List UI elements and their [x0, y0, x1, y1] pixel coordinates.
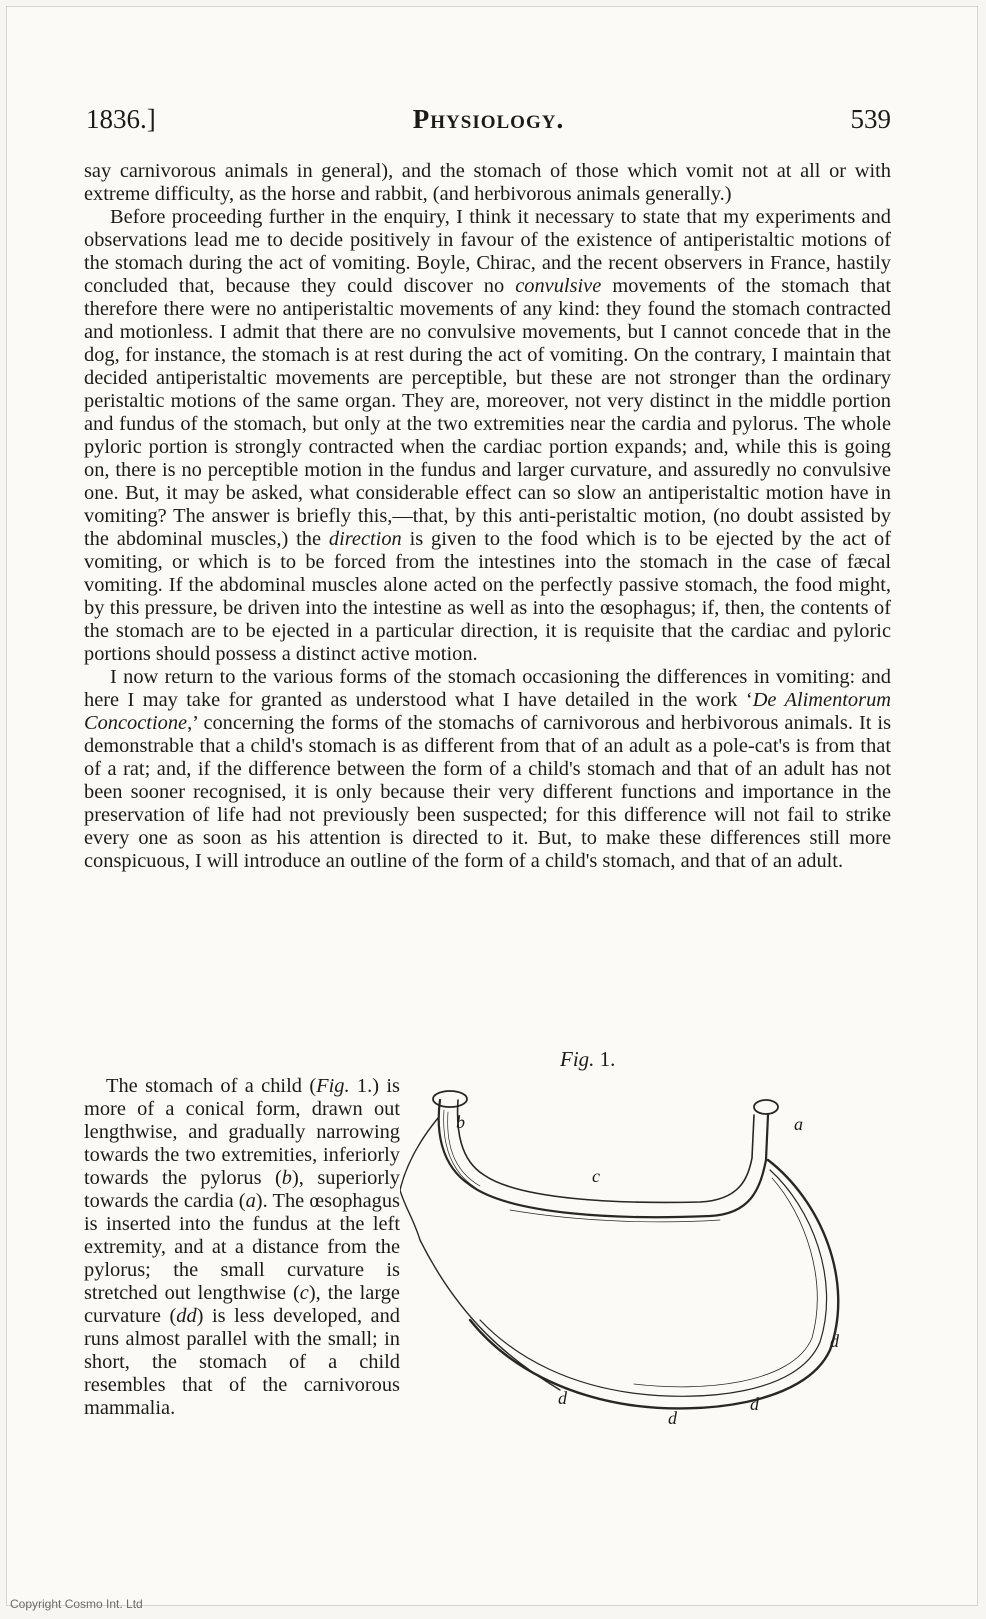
- header-year: 1836.]: [86, 104, 156, 134]
- figure-caption-prefix: Fig.: [560, 1047, 595, 1071]
- text-run: say carnivorous animals in general), and the stomach of those which vomit not at all or with extreme difficulty, as the horse and rabbit, (and herbivorous animals generally.): [84, 160, 891, 205]
- copyright-notice: Copyright Cosmo Int. Ltd: [10, 1597, 143, 1611]
- text-run: is given to the food which is to be ejected by the act of vomiting, or which is to be forced from the intestines into the stomach in the case of fæcal vomiting. If the abdominal muscles alone acted on the perfectly passive stomach, the food might, by this pressure, be driven into the intestine as well as into the œsophagus; if, then, the contents of the stomach are to be ejected in a particular direction, it is requisite that the cardiac and pyloric portions should possess a distinct active motion.: [84, 528, 891, 665]
- marker-c: c: [592, 1166, 600, 1186]
- stomach-large-curvature-inner: [480, 1170, 827, 1396]
- text-run: ,’ concerning the forms of the stomachs of carnivorous and herbivorous animals. It is demonstrable that a child's stomach is as different from that of an adult as a pole-cat's is from that of a rat; and, if the difference between the form of a child's stomach and that of an adult has not been sooner recognised, it is only because their very different functions and importance in the preservation of life had not previously been suspected; for this difference will not fail to strike every one as soon as his attention is directed to it. But, to make these differences still more conspicuous, I will introduce an outline of the form of a child's stomach, and that of an adult.: [84, 712, 891, 872]
- text-run: I now return to the various forms of the stomach occasioning the differences in vomiting: and here I may take for granted as understood what I have detailed in the work ‘: [84, 666, 891, 711]
- text-run: ). The œsophagus is inserted into the fundus at the left extremity, and at a distance from the pylorus; the small curvature is stretched out lengthwise (: [84, 1190, 400, 1304]
- text-run: The stomach of a child (: [106, 1075, 317, 1097]
- text-run: movements of the stomach that therefore there were no antiperistaltic movements of any kind: they found the stomach contracted and motionless. I admit that there are no convulsive movements, but I cannot concede that in the dog, for instance, the stomach is at rest during the act of vomiting. On the contrary, I maintain that decided antiperistaltic movements are perceptible, but these are not stronger than the ordinary peristaltic motions of the same organ. They are, moreover, not very distinct in the middle portion and fundus of the stomach, but only at the two extremities near the cardia and pylorus. The whole pyloric portion is strongly contracted when the cardiac portion expands; and, while this is going on, there is no perceptible motion in the fundus and larger curvature, and assuredly no convulsive one. But, it may be asked, what considerable effect can so slow an antiperistaltic motion have in vomiting? The answer is briefly this,—that, by this anti-peristaltic motion, (no doubt assisted by the abdominal muscles,) the: [84, 275, 891, 550]
- italic-text: direction: [328, 528, 402, 550]
- italic-text: a: [245, 1190, 256, 1212]
- stomach-large-curvature: [470, 1160, 838, 1408]
- marker-d-bottom: d: [668, 1408, 677, 1428]
- page-number: 539: [850, 104, 891, 134]
- figure-brace: [400, 1118, 560, 1390]
- paragraph: [84, 160, 891, 206]
- text-run: ) is less developed, and runs almost parallel with the small; in short, the stomach of a child resembles that of the carnivorous mammalia.: [84, 1305, 400, 1419]
- paragraph: [84, 666, 891, 873]
- body-text: [84, 160, 891, 873]
- paragraph: [84, 206, 891, 666]
- figure-caption: [560, 1047, 615, 1072]
- stomach-outline-upper-inner: [458, 1100, 754, 1202]
- italic-text: c: [299, 1282, 309, 1304]
- text-run: 1.) is more of a conical form, drawn out lengthwise, and gradually narrowing towards the two extremities, inferiorly towards the pylorus (: [84, 1075, 400, 1189]
- text-run: Before proceeding further in the enquiry, I think it necessary to state that my experiments and observations lead me to decide positively in favour of the existence of antiperistaltic motions of the stomach during the act of vomiting. Boyle, Chirac, and the recent observers in France, hastily concluded that, because they could discover no: [84, 206, 891, 297]
- text-run: ), the large curvature (: [84, 1282, 400, 1327]
- marker-d-right: d: [830, 1331, 839, 1351]
- stomach-figure: [400, 1070, 900, 1450]
- italic-text: b: [281, 1167, 292, 1189]
- text-run: ), superiorly towards the cardia (: [84, 1167, 400, 1212]
- marker-d-left: d: [558, 1388, 567, 1408]
- cardia-opening: [754, 1100, 778, 1114]
- figure-caption-number: 1.: [599, 1047, 616, 1071]
- italic-text: convulsive: [515, 275, 602, 297]
- italic-text: Fig.: [316, 1075, 350, 1097]
- marker-a: a: [794, 1114, 803, 1134]
- header-title: Physiology.: [412, 104, 565, 134]
- marker-d-bottom-right: d: [750, 1394, 759, 1414]
- marker-b: b: [456, 1112, 465, 1132]
- running-header: [86, 104, 891, 138]
- side-paragraph: [84, 1075, 400, 1420]
- italic-text: De Alimentorum Concoctione: [84, 689, 891, 734]
- italic-text: dd: [176, 1305, 197, 1327]
- pylorus-opening: [433, 1091, 467, 1107]
- figure-description: [84, 1075, 400, 1420]
